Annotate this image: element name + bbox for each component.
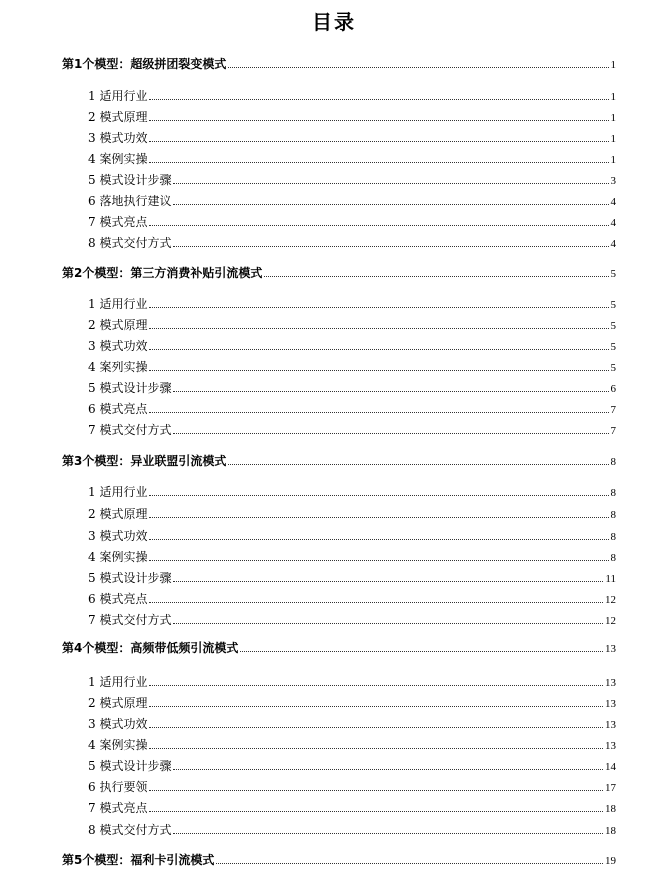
toc-entry-label: 1 适用行业 — [88, 297, 148, 311]
dot-leader — [173, 204, 608, 205]
toc-entry-label: 7 模式亮点 — [88, 801, 148, 815]
toc-section-entry[interactable] — [88, 214, 616, 231]
dot-leader — [173, 581, 603, 582]
toc-page-number: 1 — [610, 154, 616, 166]
toc-section-entry[interactable] — [88, 130, 616, 147]
dot-leader — [149, 560, 608, 561]
toc-entry-label: 2 模式原理 — [88, 318, 148, 332]
toc-page-number: 18 — [605, 825, 616, 837]
toc-section-entry[interactable] — [88, 506, 616, 523]
toc-page-number: 5 — [610, 268, 616, 280]
toc-section-entry[interactable] — [88, 737, 616, 754]
toc-entry-label: 4 案例实操 — [88, 152, 148, 166]
dot-leader — [173, 833, 603, 834]
dot-leader — [149, 141, 608, 142]
dot-leader — [216, 863, 603, 864]
dot-leader — [149, 539, 608, 540]
toc-entry-label: 2 模式原理 — [88, 110, 148, 124]
toc-entry-label: 5 模式设计步骤 — [88, 759, 172, 773]
toc-page-number: 8 — [610, 509, 616, 521]
toc-section-entry[interactable] — [88, 151, 616, 168]
toc-entry-label: 7 模式交付方式 — [88, 613, 172, 627]
toc-page-number: 12 — [605, 615, 616, 627]
dot-leader — [149, 349, 608, 350]
toc-section-entry[interactable] — [88, 109, 616, 126]
toc-section-entry[interactable] — [88, 296, 616, 313]
toc-page-number: 7 — [610, 425, 616, 437]
toc-page-number: 1 — [610, 133, 616, 145]
toc-page-number: 5 — [610, 362, 616, 374]
dot-leader — [228, 67, 608, 68]
toc-entry-label: 4 案例实操 — [88, 550, 148, 564]
toc-section-entry[interactable] — [88, 193, 616, 210]
toc-entry-label: 7 模式交付方式 — [88, 423, 172, 437]
toc-entry-label: 6 模式亮点 — [88, 402, 148, 416]
toc-entry-label: 6 模式亮点 — [88, 592, 148, 606]
toc-page-number: 3 — [610, 175, 616, 187]
dot-leader — [173, 246, 608, 247]
dot-leader — [149, 517, 608, 518]
toc-entry-label: 第1个模型：超级拼团裂变模式 — [62, 57, 227, 71]
toc-section-entry[interactable] — [88, 528, 616, 545]
toc-page-number: 8 — [610, 456, 616, 468]
toc-page-number: 13 — [605, 698, 616, 710]
toc-entry-label: 4 案例实操 — [88, 738, 148, 752]
toc-entry-label: 第2个模型：第三方消费补贴引流模式 — [62, 266, 263, 280]
toc-page-number: 5 — [610, 341, 616, 353]
toc-section-entry[interactable] — [88, 822, 616, 839]
toc-section-entry[interactable] — [88, 549, 616, 566]
toc-entry-label: 7 模式亮点 — [88, 215, 148, 229]
dot-leader — [149, 748, 603, 749]
dot-leader — [149, 790, 603, 791]
toc-entry-label: 5 模式设计步骤 — [88, 173, 172, 187]
toc-entry-label: 3 模式功效 — [88, 339, 148, 353]
dot-leader — [149, 602, 603, 603]
dot-leader — [149, 370, 608, 371]
toc-title: 目录 — [312, 10, 356, 34]
toc-page-number: 4 — [610, 196, 616, 208]
dot-leader — [149, 706, 603, 707]
toc-page-number: 4 — [610, 238, 616, 250]
toc-page-number: 17 — [605, 782, 616, 794]
toc-entry-label: 6 执行要领 — [88, 780, 148, 794]
toc-section-entry[interactable] — [88, 172, 616, 189]
toc-section-entry[interactable] — [88, 338, 616, 355]
toc-entry-label: 5 模式设计步骤 — [88, 381, 172, 395]
toc-page-number: 13 — [605, 643, 616, 655]
toc-entry-label: 1 适用行业 — [88, 485, 148, 499]
toc-page-number: 4 — [610, 217, 616, 229]
toc-chapter-entry[interactable] — [62, 265, 616, 282]
toc-page-number: 14 — [605, 761, 616, 773]
dot-leader — [149, 495, 608, 496]
dot-leader — [149, 307, 608, 308]
toc-section-entry[interactable] — [88, 695, 616, 712]
toc-page-number: 13 — [605, 719, 616, 731]
toc-entry-label: 1 适用行业 — [88, 89, 148, 103]
toc-entry-label: 1 适用行业 — [88, 675, 148, 689]
dot-leader — [149, 727, 603, 728]
toc-entry-label: 3 模式功效 — [88, 529, 148, 543]
toc-section-entry[interactable] — [88, 674, 616, 691]
dot-leader — [149, 811, 603, 812]
dot-leader — [149, 685, 603, 686]
dot-leader — [149, 162, 608, 163]
toc-entry-label: 2 模式原理 — [88, 507, 148, 521]
dot-leader — [149, 328, 608, 329]
toc-page-number: 11 — [605, 573, 616, 585]
dot-leader — [173, 391, 608, 392]
dot-leader — [173, 623, 603, 624]
toc-page-number: 1 — [610, 91, 616, 103]
dot-leader — [149, 412, 608, 413]
toc-page-number: 19 — [605, 855, 616, 867]
toc-section-entry[interactable] — [88, 317, 616, 334]
toc-entry-label: 8 模式交付方式 — [88, 823, 172, 837]
toc-page-number: 1 — [610, 112, 616, 124]
toc-section-entry[interactable] — [88, 758, 616, 775]
dot-leader — [173, 433, 608, 434]
toc-page-number: 7 — [610, 404, 616, 416]
toc-page-number: 5 — [610, 320, 616, 332]
dot-leader — [149, 99, 608, 100]
toc-chapter-entry[interactable] — [62, 852, 616, 869]
toc-chapter-entry[interactable] — [62, 640, 616, 657]
toc-section-entry[interactable] — [88, 235, 616, 252]
dot-leader — [264, 276, 608, 277]
toc-page-number: 8 — [610, 552, 616, 564]
toc-section-entry[interactable] — [88, 716, 616, 733]
toc-section-entry[interactable] — [88, 88, 616, 105]
toc-section-entry[interactable] — [88, 800, 616, 817]
toc-section-entry[interactable] — [88, 422, 616, 439]
toc-page-number: 12 — [605, 594, 616, 606]
toc-entry-label: 8 模式交付方式 — [88, 236, 172, 250]
toc-page-number: 8 — [610, 487, 616, 499]
toc-entry-label: 4 案列实操 — [88, 360, 148, 374]
toc-entry-label: 第4个模型：高频带低频引流模式 — [62, 641, 239, 655]
toc-page-number: 18 — [605, 803, 616, 815]
toc-page-number: 5 — [610, 299, 616, 311]
toc-entry-label: 3 模式功效 — [88, 717, 148, 731]
toc-chapter-entry[interactable] — [62, 56, 616, 73]
toc-section-entry[interactable] — [88, 612, 616, 629]
toc-entry-label: 3 模式功效 — [88, 131, 148, 145]
toc-page-number: 8 — [610, 531, 616, 543]
toc-entry-label: 第5个模型：福利卡引流模式 — [62, 853, 215, 867]
dot-leader — [149, 120, 608, 121]
toc-page-number: 13 — [605, 677, 616, 689]
toc-section-entry[interactable] — [88, 570, 616, 587]
toc-section-entry[interactable] — [88, 779, 616, 796]
toc-page-number: 1 — [610, 59, 616, 71]
dot-leader — [173, 769, 603, 770]
dot-leader — [228, 464, 608, 465]
toc-entry-label: 第3个模型：异业联盟引流模式 — [62, 454, 227, 468]
toc-page-number: 13 — [605, 740, 616, 752]
dot-leader — [173, 183, 608, 184]
toc-section-entry[interactable] — [88, 591, 616, 608]
dot-leader — [240, 651, 603, 652]
toc-chapter-entry[interactable] — [62, 453, 616, 470]
toc-section-entry[interactable] — [88, 380, 616, 397]
toc-entry-label: 5 模式设计步骤 — [88, 571, 172, 585]
toc-page-number: 6 — [610, 383, 616, 395]
dot-leader — [149, 225, 608, 226]
toc-section-entry[interactable] — [88, 359, 616, 376]
toc-entry-label: 6 落地执行建议 — [88, 194, 172, 208]
toc-section-entry[interactable] — [88, 484, 616, 501]
toc-entry-label: 2 模式原理 — [88, 696, 148, 710]
toc-section-entry[interactable] — [88, 401, 616, 418]
